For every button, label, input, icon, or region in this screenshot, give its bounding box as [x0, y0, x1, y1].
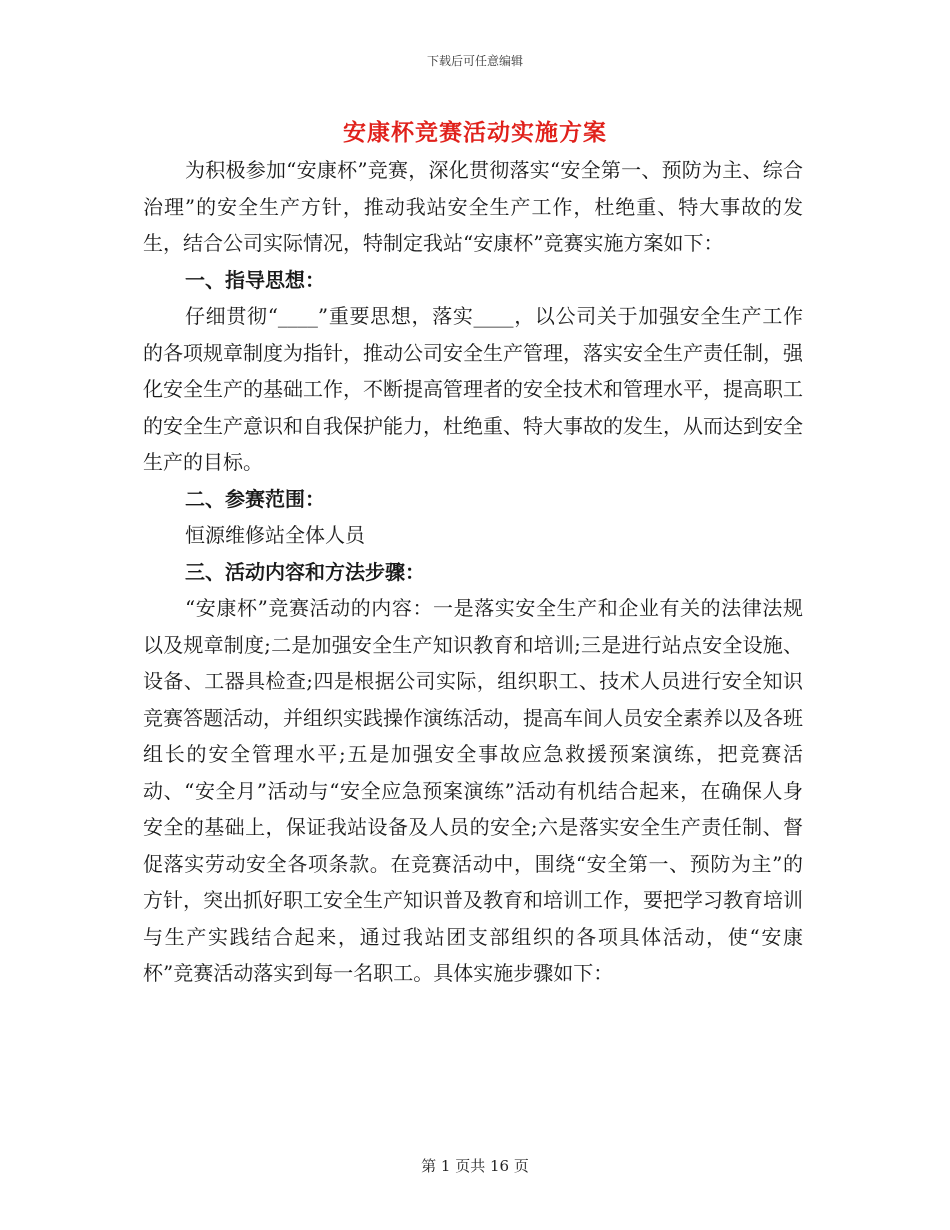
guiding-ideology-paragraph: 仔细贯彻“____”重要思想，落实____，以公司关于加强安全生产工作的各项规章制度为指针，推动公司安全生产管理，落实安全生产责任制，强化安全生产的基础工作，不断提高管理者的安全技术和管理水平，提高职工的安全生产意识和自我保护能力，杜绝重、特大事故的发生，从而达到安全生产的目标。: [143, 304, 803, 474]
scope-paragraph: 恒源维修站全体人员: [185, 523, 365, 547]
section-heading-guiding-ideology: 一、指导思想：: [185, 267, 325, 292]
document-title: 安康杯竞赛活动实施方案: [343, 119, 607, 146]
page-number: 第 1 页共 16 页: [421, 1157, 529, 1175]
document-body: [143, 152, 803, 992]
page-header: 下载后可任意编辑: [426, 54, 523, 68]
content-steps-paragraph: “安康杯”竞赛活动的内容：一是落实安全生产和企业有关的法律法规以及规章制度;二是加强安全生产知识教育和培训;三是进行站点安全设施、设备、工器具检查;四是根据公司实际，组织职工、技术人员进行安全知识竞赛答题活动，并组织实践操作演练活动，提高车间人员安全素养以及各班组长的安全管理水平;五是加强安全事故应急救援预案演练，把竞赛活动、“安全月”活动与“安全应急预案演练”活动有机结合起来，在确保人身安全的基础上，保证我站设备及人员的安全;六是落实安全生产责任制、督促落实劳动安全各项条款。在竞赛活动中，围绕“安全第一、预防为主”的方针，突出抓好职工安全生产知识普及教育和培训工作，要把学习教育培训与生产实践结合起来，通过我站团支部组织的各项具体活动，使“安康杯”竞赛活动落实到每一名职工。具体实施步骤如下：: [143, 596, 803, 985]
intro-paragraph: 为积极参加“安康杯”竞赛，深化贯彻落实“安全第一、预防为主、综合治理”的安全生产方针，推动我站安全生产工作，杜绝重、特大事故的发生，结合公司实际情况，特制定我站“安康杯”竞赛实施方案如下：: [143, 158, 803, 255]
section-heading-content-steps: 三、活动内容和方法步骤：: [185, 559, 425, 584]
section-heading-scope: 二、参赛范围：: [185, 486, 325, 511]
